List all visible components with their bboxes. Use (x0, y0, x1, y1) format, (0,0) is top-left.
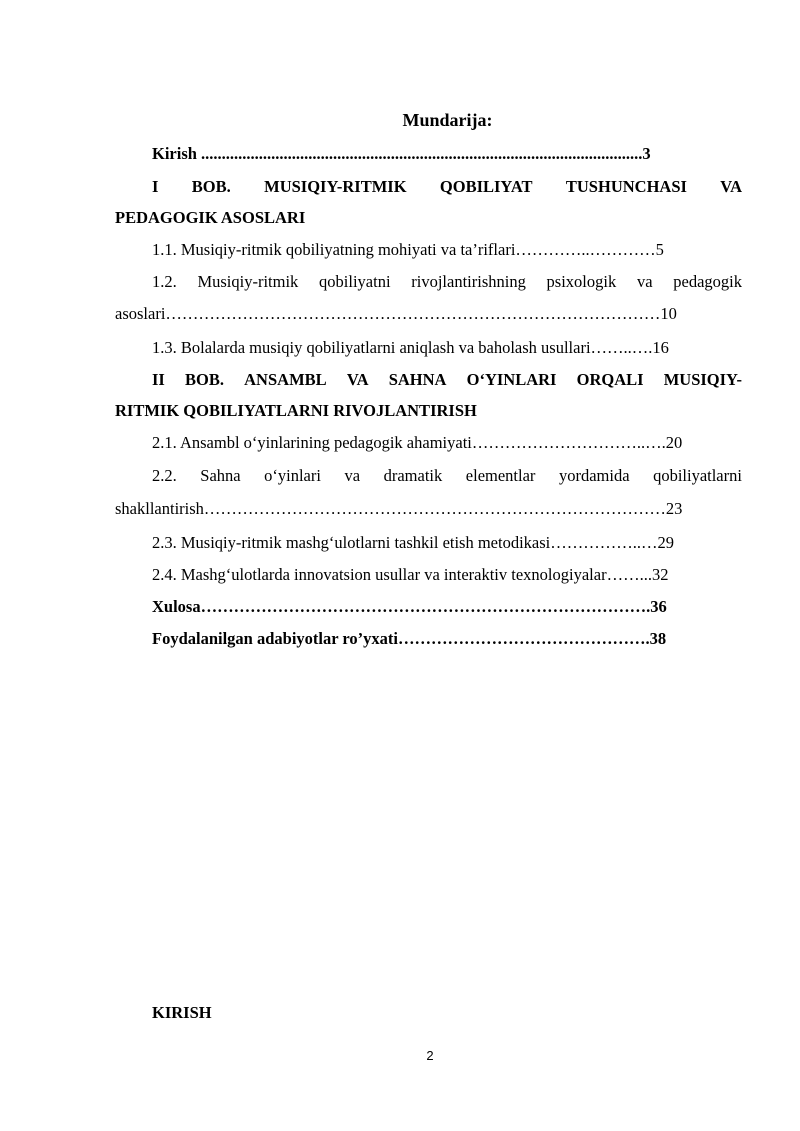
word: qobiliyatni (319, 272, 391, 291)
toc-title: Mundarija: (402, 110, 493, 130)
word: QOBILIYAT (439, 177, 533, 196)
word: Sahna (200, 466, 241, 485)
word: 2.2. (152, 466, 177, 485)
word: Musiqiy-ritmik (197, 272, 299, 291)
word: BOB. (191, 177, 231, 196)
toc-chapter-1-line-2: PEDAGOGIK ASOSLARI (115, 208, 306, 227)
toc-entry-references: Foydalanilgan adabiyotlar ro’yxati……………………………………….38 (152, 629, 667, 648)
toc-chapter-2-line-1 (152, 370, 742, 390)
word: va (636, 272, 653, 291)
word: elementlar (465, 466, 536, 485)
section-heading-kirish: KIRISH (152, 1003, 212, 1022)
word: VA (720, 177, 742, 196)
toc-entry-1-1: 1.1. Musiqiy-ritmik qobiliyatning mohiyati va ta’riflari…………..…………5 (152, 240, 664, 259)
word: ANSAMBL (244, 370, 327, 389)
word: yordamida (558, 466, 630, 485)
toc-entry-2-2-line-1 (152, 466, 742, 486)
word: va (344, 466, 361, 485)
toc-chapter-1-line-1 (152, 177, 742, 197)
toc-entry-xulosa: Xulosa……………………………………………………………………….36 (152, 597, 667, 616)
word: I (152, 177, 159, 196)
word: VA (346, 370, 369, 389)
toc-entry-1-2-line-1 (152, 272, 742, 292)
toc-entry-1-3: 1.3. Bolalarda musiqiy qobiliyatlarni aniqlash va baholash usullari……..….16 (152, 338, 669, 357)
word: MUSIQIY-RITMIK (264, 177, 407, 196)
word: II (152, 370, 165, 389)
word: SAHNA (388, 370, 447, 389)
word: psixologik (546, 272, 617, 291)
toc-entry-2-2-line-2: shakllantirish…………………………………………………………………………23 (115, 499, 683, 518)
word: qobiliyatlarni (653, 466, 742, 485)
word: ORQALI (576, 370, 644, 389)
toc-entry-1-2-line-2: asoslari………………………………………………………………………………10 (115, 304, 677, 323)
word: 1.2. (152, 272, 177, 291)
word: rivojlantirishning (411, 272, 526, 291)
toc-entry-2-3: 2.3. Musiqiy-ritmik mashg‘ulotlarni tashkil etish metodikasi……………..…29 (152, 533, 675, 552)
page-number: 2 (426, 1048, 434, 1063)
word: dramatik (383, 466, 443, 485)
word: o‘yinlari (264, 466, 321, 485)
word: BOB. (185, 370, 224, 389)
toc-entry-2-4: 2.4. Mashg‘ulotlarda innovatsion usullar va interaktiv texnologiyalar……...32 (152, 565, 669, 584)
word: O‘YINLARI (466, 370, 557, 389)
word: MUSIQIY- (663, 370, 742, 389)
toc-entry-2-1: 2.1. Ansambl o‘yinlarining pedagogik ahamiyati…………………………..….20 (152, 433, 683, 452)
toc-entry-kirish: Kirish ...........................................................................................................3 (152, 144, 651, 163)
word: TUSHUNCHASI (565, 177, 687, 196)
word: pedagogik (673, 272, 742, 291)
toc-chapter-2-line-2: RITMIK QOBILIYATLARNI RIVOJLANTIRISH (115, 401, 477, 420)
